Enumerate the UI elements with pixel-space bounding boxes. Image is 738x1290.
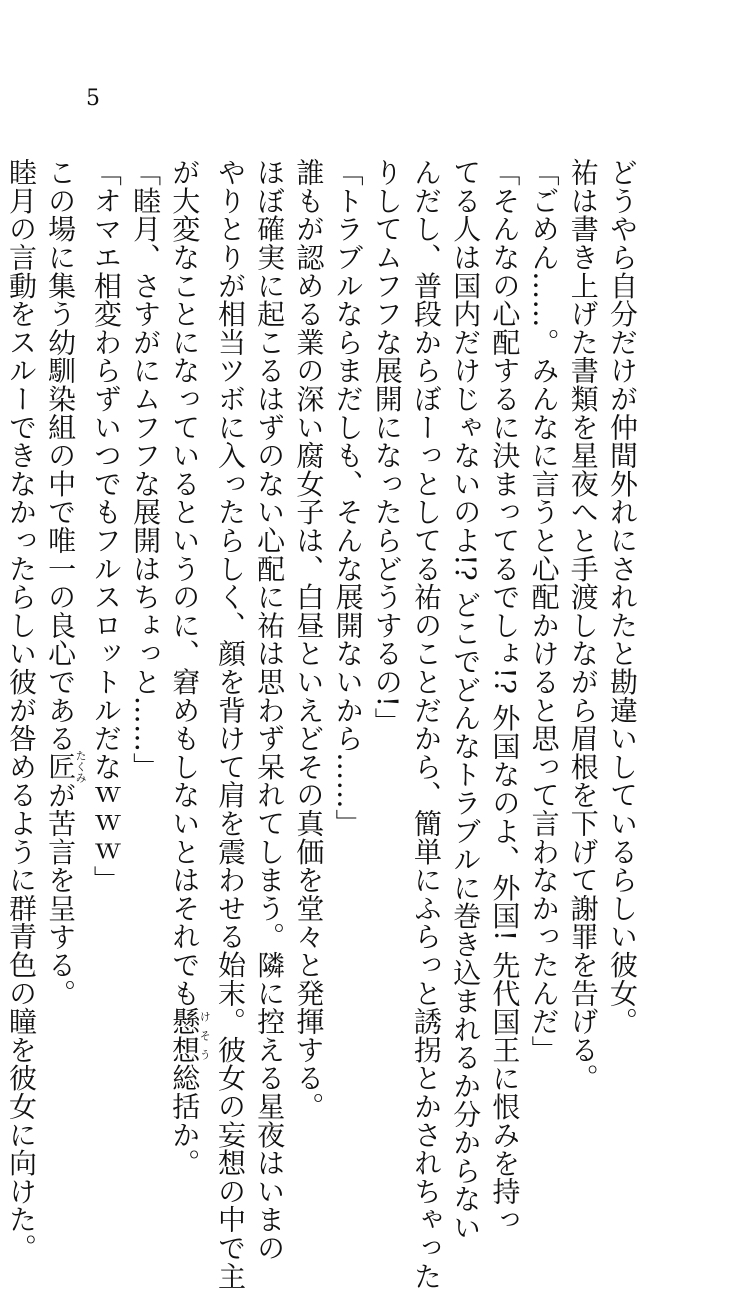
vertical-text-body <box>2 158 642 1290</box>
text-line: 祐は書き上げた書類を星夜へと手渡しながら眉根を下げて謝罪を告げる。 <box>566 158 600 1092</box>
text-line: 「ごめん……。みんなに言うと心配かけると思って言わなかったんだ」 <box>527 158 561 1064</box>
text-line: どうやら自分だけが仲間外れにされたと勘違いしているらしい彼女。 <box>606 158 639 1036</box>
text-line-with-ruby <box>41 158 88 1008</box>
text-segment: 総括か。 <box>168 1063 202 1177</box>
text-line-with-ruby <box>165 158 212 1177</box>
text-line: 「オマエ相変わらずいつでもフルスロットルだなｗｗｗ」 <box>89 158 123 894</box>
text-line: 「トラブルならまだしも、そんな展開ないから……」 <box>331 158 365 838</box>
text-segment: この場に集う幼馴染組の中で唯一の良心である <box>44 158 78 753</box>
ruby-base: 懸想 <box>168 1007 202 1064</box>
ruby-word <box>44 749 88 783</box>
text-line: りしてムフフな展開になったらどうするの!」 <box>370 158 404 736</box>
page-number: 5 <box>86 86 100 111</box>
text-line: やりとりが相当ツボに入ったらしく、顔を背けて肩を震わせる始末。彼女の妄想の中で主 <box>213 158 247 1290</box>
text-line: 誰もが認める業の深い腐女子は、白昼といえどその真価を堂々と発揮する。 <box>292 158 326 1121</box>
text-segment: が大変なことになっているというのに、窘めもしないとはそれでも <box>168 158 202 1007</box>
text-line: んだし、普段からぼーっとしてる祐のことだから、簡単にふらっと誘拐とかされちゃった <box>409 158 443 1290</box>
ruby-base: 匠 <box>44 749 78 783</box>
ruby-word <box>168 1007 212 1064</box>
text-line: 「睦月、さすがにムフフな展開はちょっと……」 <box>129 158 163 781</box>
ruby-reading: けそう <box>198 1007 212 1064</box>
text-line: 睦月の言動をスルーできなかったらしい彼が咎めるように群青色の瞳を彼女に向けた。 <box>4 158 38 1262</box>
text-line: ほぼ確実に起こるはずのない心配に祐は思わず呆れてしまう。隣に控える星夜はいまの <box>253 158 287 1262</box>
text-line: てる人は国内だけじゃないのよ!? どこでどんなトラブルに巻き込まれるか分からない <box>449 158 483 1242</box>
ruby-reading: たくみ <box>74 749 88 783</box>
text-segment: が苦言を呈する。 <box>44 780 78 1008</box>
text-line: 「そんなの心配するに決まってるでしょ!? 外国なのよ、外国! 先代国王に恨みを持っ <box>488 158 522 1234</box>
